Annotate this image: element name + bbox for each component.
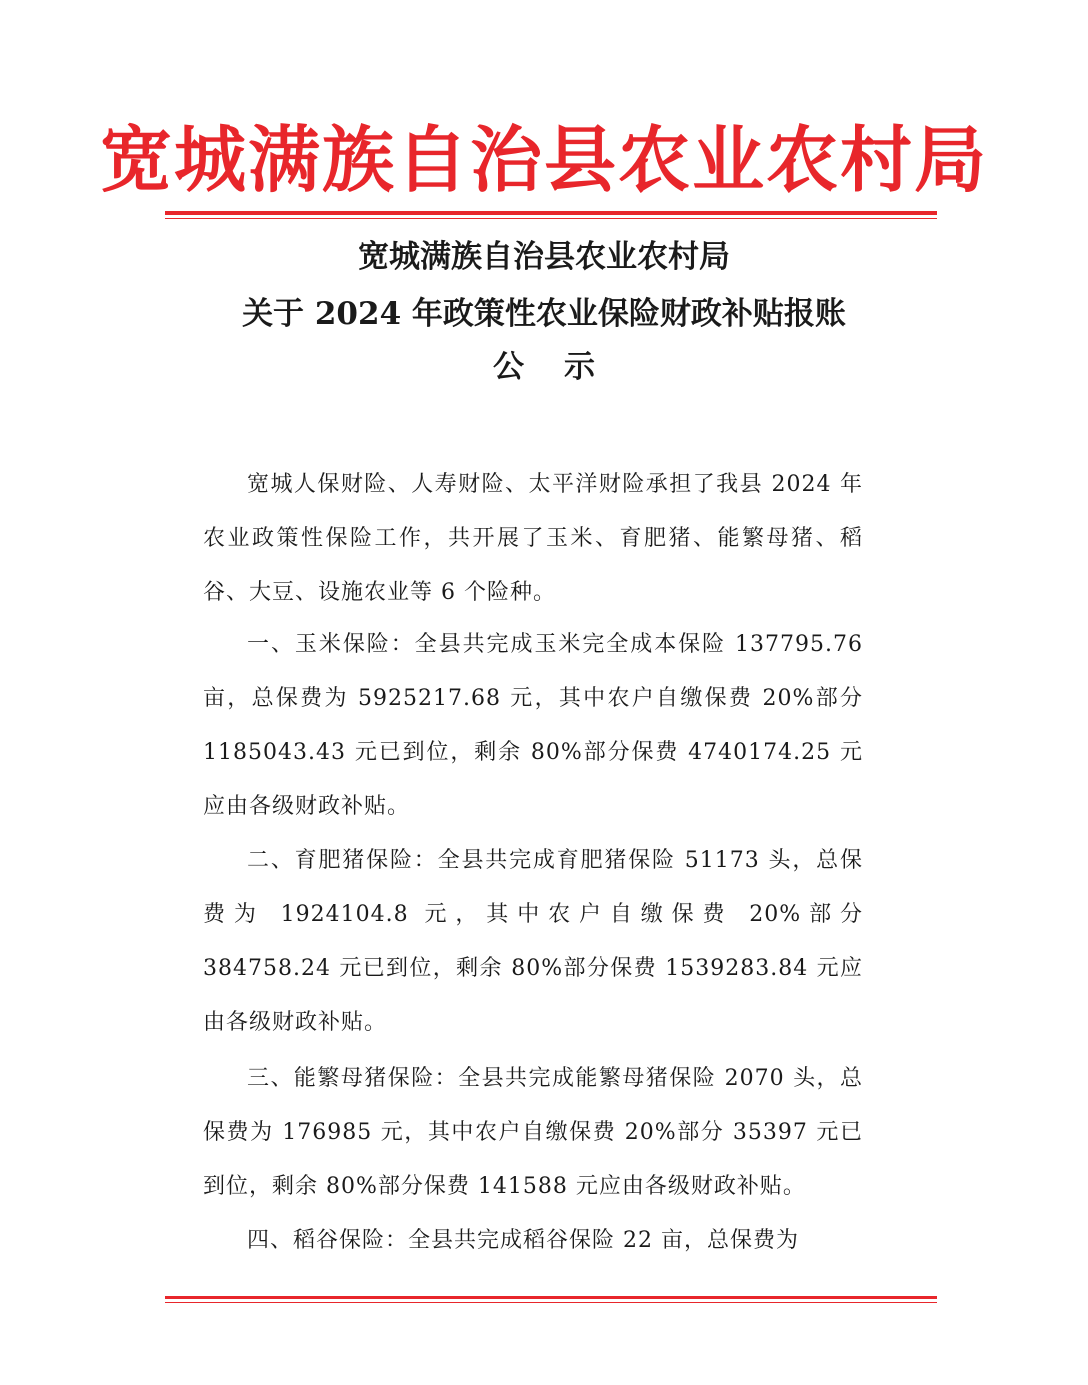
body-section-fattening-pig: 二、育肥猪保险：全县共完成育肥猪保险 51173 头，总保费为 1924104.8 元，其中农户自缴保费 20%部分 384758.24 元已到位，剩余 80%部分保费 1539283.84 元应由各级财政补贴。 (203, 848, 863, 1035)
letterhead-rule-thin (165, 218, 937, 219)
letterhead-org-name: 宽城满族自治县农业农村局 (99, 117, 988, 202)
body-section-sow: 三、能繁母猪保险：全县共完成能繁母猪保险 2070 头，总保费为 176985 元，其中农户自缴保费 20%部分 35397 元已到位，剩余 80%部分保费 141588 元应由各级财政补贴。 (203, 1066, 863, 1199)
letterhead-rule-thick (165, 211, 937, 215)
footer-rule-thick (165, 1296, 937, 1299)
body-intro-paragraph: 宽城人保财险、人寿财险、太平洋财险承担了我县 2024 年农业政策性保险工作，共开展了玉米、育肥猪、能繁母猪、稻谷、大豆、设施农业等 6 个险种。 (203, 472, 863, 605)
body-section-rice: 四、稻谷保险：全县共完成稻谷保险 22 亩，总保费为 (247, 1228, 799, 1253)
notice-title-issuer: 宽城满族自治县农业农村局 (358, 239, 730, 275)
notice-title-type: 公示 (493, 349, 635, 385)
notice-title-subject: 关于 2024 年政策性农业保险财政补贴报账 (242, 296, 846, 332)
body-section-corn: 一、玉米保险：全县共完成玉米完全成本保险 137795.76 亩，总保费为 5925217.68 元，其中农户自缴保费 20%部分 1185043.43 元已到位，剩余 80%部分保费 4740174.25 元应由各级财政补贴。 (203, 632, 863, 819)
footer-rule-thin (165, 1302, 937, 1303)
